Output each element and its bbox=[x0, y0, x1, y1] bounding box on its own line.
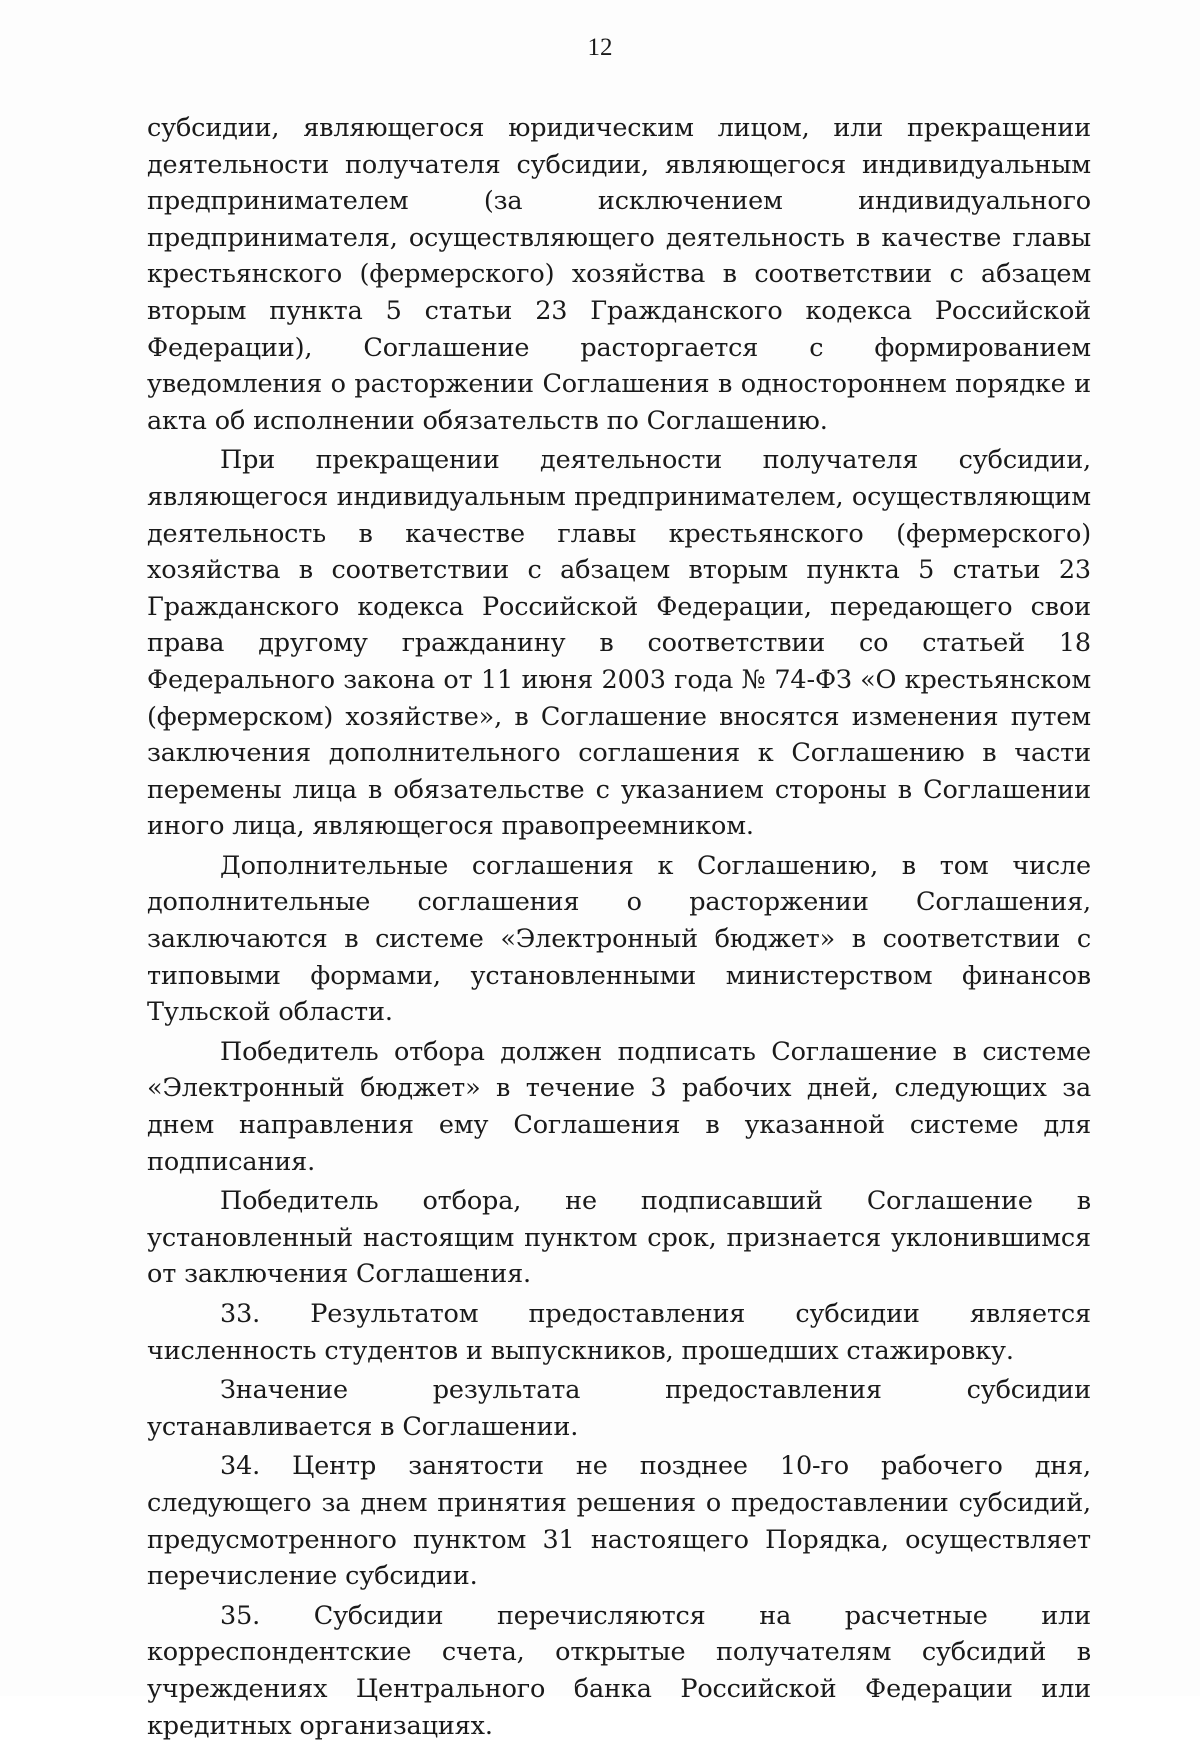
paragraph-34-transfer: 34. Центр занятости не позднее 10-го рабочего дня, следующего за днем принятия решения о предоставлении субсидий, предусмотренного пунктом 31 настоящего Порядка, осуществляет перечисление субсидии. bbox=[147, 1451, 1091, 1592]
paragraph-35-accounts: 35. Субсидии перечисляются на расчетные или корреспондентские счета, открытые получателям субсидий в учреждениях Центрального банка Российской Федерации или кредитных организациях. bbox=[147, 1600, 1091, 1741]
paragraph-result-value: Значение результата предоставления субсидии устанавливается в Соглашении. bbox=[147, 1375, 1091, 1442]
paragraph-winner-sign: Победитель отбора должен подписать Соглашение в системе «Электронный бюджет» в течение 3 рабочих дней, следующих за днем направления ему Соглашения в указанной системе для подписания. bbox=[147, 1036, 1091, 1177]
paragraph-winner-evaded: Победитель отбора, не подписавший Соглашение в установленный настоящим пунктом срок, признается уклонившимся от заключения Соглашения. bbox=[147, 1186, 1091, 1290]
paragraph-additional-agreements: Дополнительные соглашения к Соглашению, в том числе дополнительные соглашения о расторжении Соглашения, заключаются в системе «Электронный бюджет» в соответствии с типовыми формами, установленными министерством финансов Тульской области. bbox=[147, 850, 1091, 1028]
paragraph-continuation: субсидии, являющегося юридическим лицом, или прекращении деятельности получателя субсидии, являющегося индивидуальным предпринимателем (за исключением индивидуального предпринимателя, осуществляющего деятельность в качестве главы крестьянского (фермерского) хозяйства в соответствии с абзацем вторым пункта 5 статьи 23 Гражданского кодекса Российской Федерации), Соглашение расторгается с формированием уведомления о расторжении Соглашения в одностороннем порядке и акта об исполнении обязательств по Соглашению. bbox=[147, 113, 1091, 436]
paragraph-termination-ip: При прекращении деятельности получателя субсидии, являющегося индивидуальным предпринимателем, осуществляющим деятельность в качестве главы крестьянского (фермерского) хозяйства в соответствии с абзацем вторым пункта 5 статьи 23 Гражданского кодекса Российской Федерации, передающего свои права другому гражданину в соответствии со статьей 18 Федерального закона от 11 июня 2003 года № 74-ФЗ «О крестьянском (фермерском) хозяйстве», в Соглашение вносятся изменения путем заключения дополнительного соглашения к Соглашению в части перемены лица в обязательстве с указанием стороны в Соглашении иного лица, являющегося правопреемником. bbox=[147, 445, 1091, 842]
page-number: 12 bbox=[587, 34, 613, 61]
document-body bbox=[147, 110, 1091, 1747]
paragraph-33-result: 33. Результатом предоставления субсидии является численность студентов и выпускников, прошедших стажировку. bbox=[147, 1299, 1091, 1366]
